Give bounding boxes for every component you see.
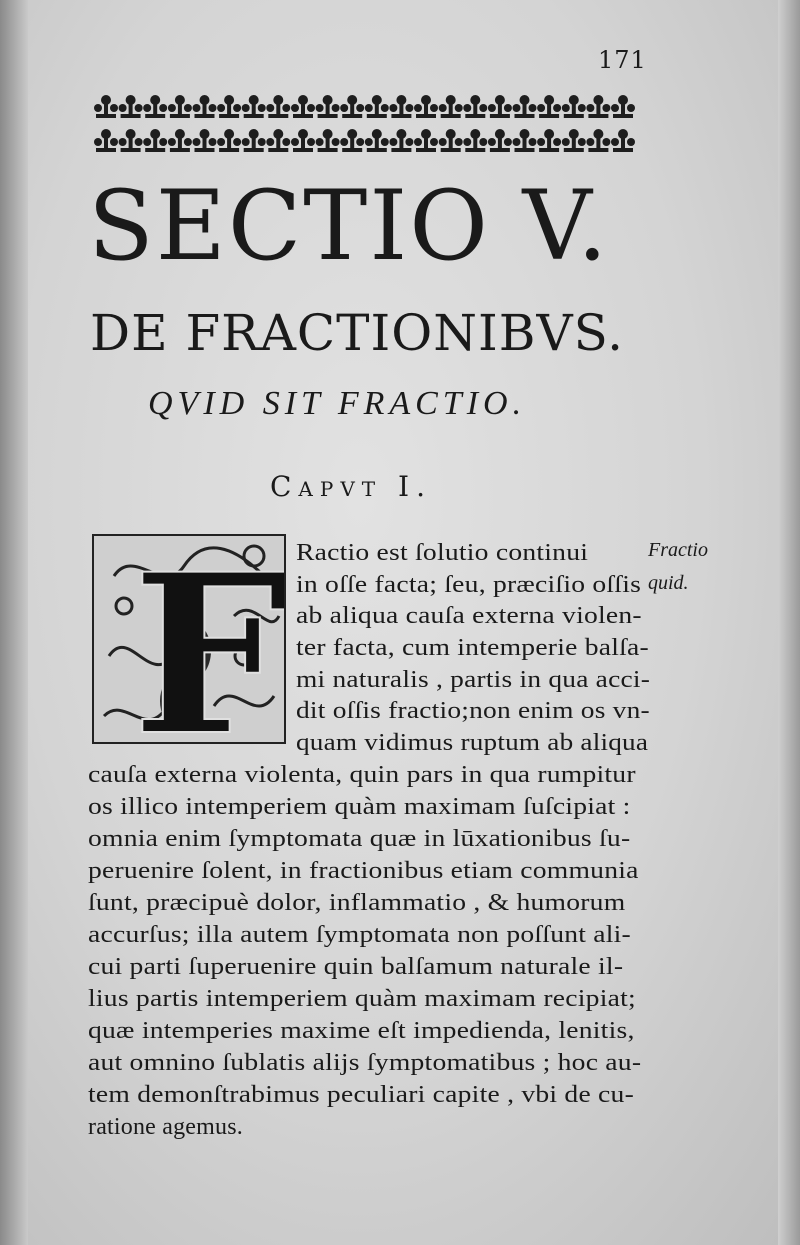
fleuron-glyph [562, 95, 586, 118]
section-title: SECTIO V. [88, 170, 610, 282]
fleuron-glyph [340, 129, 364, 152]
fleuron-glyph [586, 95, 610, 118]
text-line: omnia enim ſymptomata quæ in lūxationibus ſu- [88, 826, 631, 852]
fleuron-glyph [291, 95, 315, 118]
section-question: QVID SIT FRACTIO. [148, 385, 527, 422]
fleuron-glyph [168, 95, 192, 118]
fleuron-glyph [242, 95, 266, 118]
text-line: lius partis intemperiem quàm maximam recipiat; [88, 986, 636, 1012]
fleuron-glyph [488, 129, 512, 152]
text-line: peruenire ſolent, in fractionibus etiam communia [88, 858, 639, 884]
text-line: Ractio est ſolutio continui [296, 540, 589, 566]
text-line: quæ intemperies maxime eſt impedienda, lenitis, [88, 1018, 635, 1044]
page-edge-shadow [778, 0, 800, 1245]
text-line: aut omnino ſublatis alijs ſymptomatibus ; hoc au- [88, 1050, 642, 1076]
text-line: cui parti ſuperuenire quin balſamum naturale il- [88, 954, 624, 980]
fleuron-glyph [266, 95, 290, 118]
fleuron-glyph [340, 95, 364, 118]
decorated-initial-f [92, 534, 286, 744]
fleuron-glyph [217, 95, 241, 118]
fleuron-glyph [414, 129, 438, 152]
fleuron-glyph [513, 129, 537, 152]
section-subtitle: DE FRACTIONIBVS. [90, 304, 624, 362]
fleuron-ornament-band [92, 88, 637, 160]
fleuron-glyph [143, 129, 167, 152]
fleuron-glyph [119, 95, 143, 118]
fleuron-glyph [611, 129, 635, 152]
margin-note-quid: quid. [648, 572, 689, 594]
text-line: ter facta, cum intemperie balſa- [296, 635, 649, 661]
fleuron-glyph [316, 129, 340, 152]
text-line: accurſus; illa autem ſymptomata non poſſunt ali- [88, 922, 631, 948]
fleuron-glyph [513, 95, 537, 118]
fleuron-glyph [316, 95, 340, 118]
fleuron-glyph [119, 129, 143, 152]
drop-cap-letter: F [132, 536, 284, 742]
fleuron-glyph [168, 129, 192, 152]
fleuron-glyph [365, 95, 389, 118]
fleuron-glyph [463, 95, 487, 118]
fleuron-glyph [414, 95, 438, 118]
text-line: ab aliqua cauſa externa violen- [296, 603, 642, 629]
fleuron-glyph [389, 95, 413, 118]
fleuron-glyph [537, 129, 561, 152]
fleuron-glyph [537, 95, 561, 118]
fleuron-glyph [266, 129, 290, 152]
fleuron-glyph [193, 129, 217, 152]
text-line: dit oſſis fractio;non enim os vn- [296, 698, 650, 724]
fleuron-glyph [389, 129, 413, 152]
fleuron-glyph [586, 129, 610, 152]
text-line: ſunt, præcipuè dolor, inflammatio , & humorum [88, 890, 626, 916]
fleuron-glyph [94, 129, 118, 152]
fleuron-glyph [562, 129, 586, 152]
fleuron-glyph [217, 129, 241, 152]
fleuron-glyph [611, 95, 635, 118]
text-line: cauſa externa violenta, quin pars in qua rumpitur [88, 762, 636, 788]
fleuron-glyph [439, 95, 463, 118]
fleuron-glyph [94, 95, 118, 118]
chapter-heading: Capvt I. [270, 470, 432, 503]
fleuron-glyph [365, 129, 389, 152]
page-number: 171 [598, 46, 647, 74]
fleuron-glyph [143, 95, 167, 118]
text-line: in oſſe facta; ſeu, præciſio oſſis [296, 572, 642, 598]
fleuron-glyph [291, 129, 315, 152]
fleuron-glyph [488, 95, 512, 118]
text-line: quam vidimus ruptum ab aliqua [296, 730, 649, 756]
text-line: ratione agemus. [88, 1114, 243, 1140]
fleuron-glyph [242, 129, 266, 152]
text-line: tem demonſtrabimus peculiari capite , vbi de cu- [88, 1082, 634, 1108]
fleuron-glyph [193, 95, 217, 118]
text-line: mi naturalis , partis in qua acci- [296, 667, 651, 693]
text-line: os illico intemperiem quàm maximam ſuſcipiat : [88, 794, 631, 820]
fleuron-glyph [439, 129, 463, 152]
margin-note-fractio: Fractio [648, 539, 708, 561]
fleuron-glyph [463, 129, 487, 152]
page-gutter-shadow [0, 0, 28, 1245]
